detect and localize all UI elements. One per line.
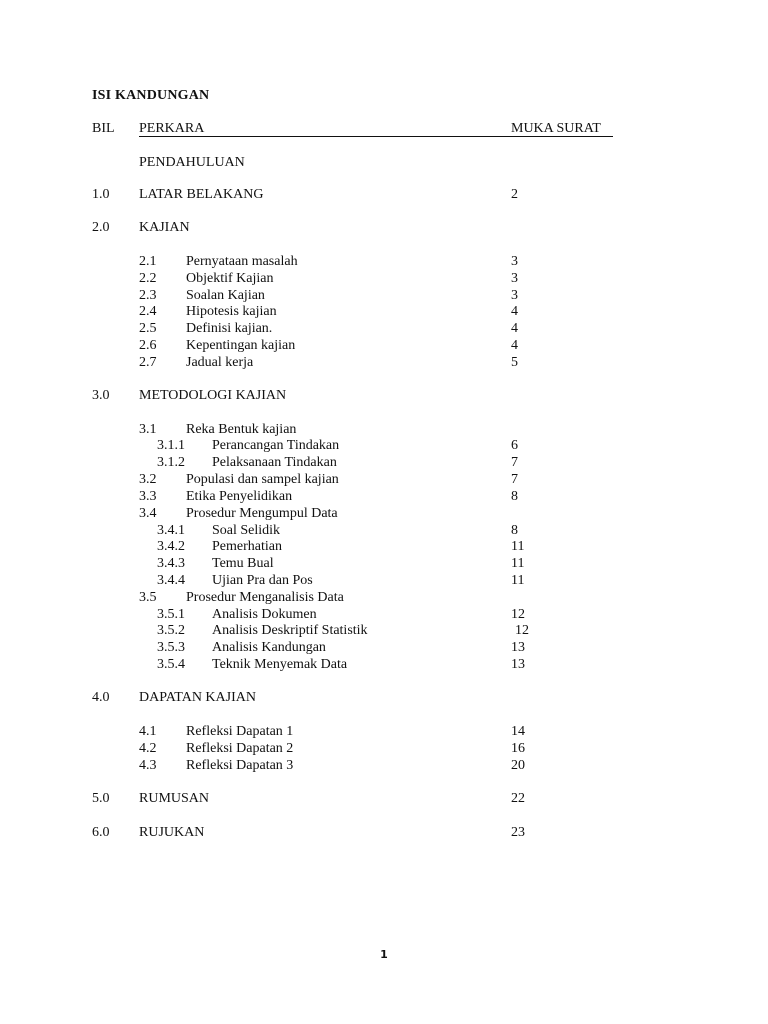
toc-row-section-3 [0, 387, 768, 404]
toc-row-2-4 [0, 303, 768, 320]
page-title: ISI KANDUNGAN [92, 88, 210, 103]
toc-row-4-3 [0, 757, 768, 774]
toc-entry-text: Analisis Dokumen [212, 607, 317, 622]
toc-entry-text: Etika Penyelidikan [186, 489, 293, 504]
toc-entry-number: 2.0 [92, 220, 110, 235]
toc-entry-number: 3.4.3 [157, 556, 185, 571]
toc-row-3-4-1 [0, 522, 768, 539]
toc-entry-number: 3.5 [139, 590, 157, 605]
toc-entry-number: 4.1 [139, 724, 157, 739]
toc-entry-number: 4.0 [92, 690, 110, 705]
toc-entry-page: 12 [511, 607, 525, 622]
toc-row-3-5-2 [0, 622, 768, 639]
toc-entry-page: 4 [511, 338, 518, 353]
toc-entry-text: Prosedur Mengumpul Data [186, 506, 338, 521]
toc-entry-number: 3.2 [139, 472, 157, 487]
toc-entry-text: Prosedur Menganalisis Data [186, 590, 344, 605]
toc-entry-text: Reka Bentuk kajian [186, 422, 297, 437]
toc-entry-text: Soalan Kajian [186, 288, 265, 303]
toc-entry-text: Refleksi Dapatan 2 [186, 741, 294, 756]
toc-row-3-1 [0, 421, 768, 438]
toc-entry-page: 14 [511, 724, 525, 739]
toc-row-3-4-2 [0, 538, 768, 555]
toc-entry-text: LATAR BELAKANG [139, 187, 264, 202]
toc-entry-text: Analisis Kandungan [212, 640, 326, 655]
toc-entry-page: 3 [511, 271, 518, 286]
toc-entry-text: PENDAHULUAN [139, 155, 245, 170]
toc-row-3-3 [0, 488, 768, 505]
toc-row-4-2 [0, 740, 768, 757]
toc-entry-number: 2.2 [139, 271, 157, 286]
toc-entry-text: KAJIAN [139, 220, 190, 235]
page-number: 1 [380, 948, 388, 961]
toc-row-section-2 [0, 219, 768, 236]
toc-entry-number: 5.0 [92, 791, 110, 806]
toc-entry-page: 3 [511, 254, 518, 269]
toc-entry-text: Soal Selidik [212, 523, 281, 538]
toc-entry-number: 3.4 [139, 506, 157, 521]
toc-entry-number: 2.7 [139, 355, 157, 370]
toc-row-2-6 [0, 337, 768, 354]
toc-entry-page: 2 [511, 187, 518, 202]
toc-entry-page: 4 [511, 321, 518, 336]
toc-entry-text: Pemerhatian [212, 539, 282, 554]
toc-entry-page: 20 [511, 758, 525, 773]
toc-entry-text: Ujian Pra dan Pos [212, 573, 313, 588]
toc-row-3-1-1 [0, 437, 768, 454]
toc-entry-number: 3.5.2 [157, 623, 185, 638]
toc-entry-number: 3.4.2 [157, 539, 185, 554]
toc-entry-text: Jadual kerja [186, 355, 254, 370]
toc-entry-page: 11 [511, 539, 525, 554]
toc-row-3-5 [0, 589, 768, 606]
toc-row-2-1 [0, 253, 768, 270]
toc-row-section-4 [0, 689, 768, 706]
toc-entry-page: 13 [511, 640, 525, 655]
toc-entry-number: 2.5 [139, 321, 157, 336]
toc-row-3-4-3 [0, 555, 768, 572]
toc-entry-number: 2.3 [139, 288, 157, 303]
toc-entry-number: 2.6 [139, 338, 157, 353]
toc-entry-page: 3 [511, 288, 518, 303]
toc-row-3-5-1 [0, 606, 768, 623]
toc-entry-number: 4.3 [139, 758, 157, 773]
toc-entry-text: RUJUKAN [139, 825, 205, 840]
header-underline [139, 136, 613, 137]
toc-entry-text: Definisi kajian. [186, 321, 273, 336]
toc-entry-text: Refleksi Dapatan 1 [186, 724, 294, 739]
toc-entry-text: RUMUSAN [139, 791, 210, 806]
toc-entry-number: 2.1 [139, 254, 157, 269]
toc-entry-text: Pelaksanaan Tindakan [212, 455, 337, 470]
toc-entry-page: 5 [511, 355, 518, 370]
toc-entry-number: 3.1.1 [157, 438, 185, 453]
toc-entry-number: 3.0 [92, 388, 110, 403]
toc-row-2-3 [0, 287, 768, 304]
toc-entry-page: 6 [511, 438, 518, 453]
toc-entry-number: 3.4.1 [157, 523, 185, 538]
toc-row-section-6 [0, 824, 768, 841]
toc-entry-text: Pernyataan masalah [186, 254, 298, 269]
toc-entry-page: 7 [511, 472, 518, 487]
toc-row-2-5 [0, 320, 768, 337]
column-header-muka-surat: MUKA SURAT [511, 121, 601, 136]
toc-entry-number: 3.5.3 [157, 640, 185, 655]
toc-entry-text: Populasi dan sampel kajian [186, 472, 339, 487]
toc-entry-page: 22 [511, 791, 525, 806]
toc-entry-page: 13 [511, 657, 525, 672]
toc-row-2-7 [0, 354, 768, 371]
toc-entry-number: 1.0 [92, 187, 110, 202]
toc-entry-page: 16 [511, 741, 525, 756]
toc-row-4-1 [0, 723, 768, 740]
toc-entry-text: DAPATAN KAJIAN [139, 690, 256, 705]
toc-row-section-5 [0, 790, 768, 807]
column-header-perkara: PERKARA [139, 121, 205, 136]
toc-row-3-4 [0, 505, 768, 522]
toc-entry-text: Temu Bual [212, 556, 274, 571]
toc-entry-number: 4.2 [139, 741, 157, 756]
toc-entry-page: 23 [511, 825, 525, 840]
toc-entry-text: Teknik Menyemak Data [212, 657, 348, 672]
toc-entry-text: Objektif Kajian [186, 271, 274, 286]
toc-entry-number: 2.4 [139, 304, 157, 319]
toc-entry-text: METODOLOGI KAJIAN [139, 388, 287, 403]
toc-entry-page: 11 [511, 573, 525, 588]
toc-entry-text: Analisis Deskriptif Statistik [212, 623, 368, 638]
toc-entry-text: Perancangan Tindakan [212, 438, 340, 453]
toc-entry-number: 3.1.2 [157, 455, 185, 470]
toc-row-section-1 [0, 186, 768, 203]
toc-entry-page: 8 [511, 523, 518, 538]
toc-entry-page: 4 [511, 304, 518, 319]
toc-entry-number: 3.5.1 [157, 607, 185, 622]
toc-entry-number: 3.5.4 [157, 657, 185, 672]
toc-row-3-5-4 [0, 656, 768, 673]
toc-entry-number: 6.0 [92, 825, 110, 840]
toc-row-intro [0, 154, 768, 171]
toc-entry-page: 11 [511, 556, 525, 571]
toc-entry-text: Refleksi Dapatan 3 [186, 758, 294, 773]
toc-entry-page: 8 [511, 489, 518, 504]
toc-row-3-1-2 [0, 454, 768, 471]
toc-entry-page: 12 [515, 623, 529, 638]
toc-entry-number: 3.4.4 [157, 573, 185, 588]
toc-row-3-2 [0, 471, 768, 488]
toc-row-3-4-4 [0, 572, 768, 589]
toc-row-2-2 [0, 270, 768, 287]
toc-entry-number: 3.3 [139, 489, 157, 504]
toc-entry-text: Kepentingan kajian [186, 338, 296, 353]
toc-entry-page: 7 [511, 455, 518, 470]
toc-entry-number: 3.1 [139, 422, 157, 437]
column-header-bil: BIL [92, 121, 115, 136]
toc-row-3-5-3 [0, 639, 768, 656]
toc-entry-text: Hipotesis kajian [186, 304, 277, 319]
